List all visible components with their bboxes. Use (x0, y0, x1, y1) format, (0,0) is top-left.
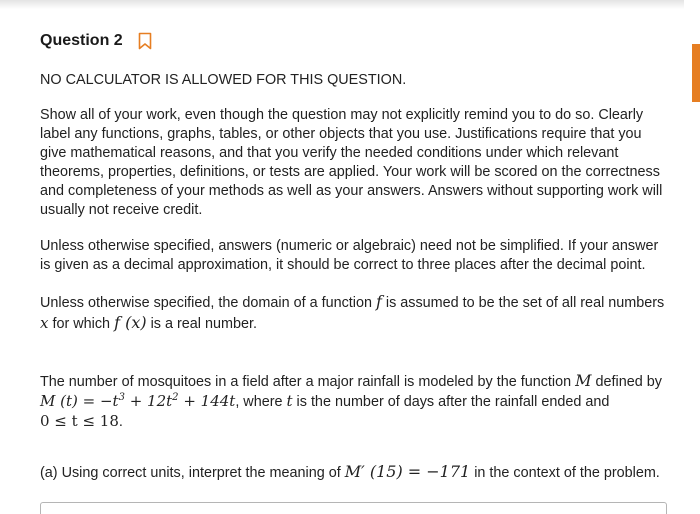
part-a-text-2: in the context of the problem. (474, 465, 660, 481)
bookmark-icon[interactable] (137, 32, 153, 50)
problem-text-5: . (118, 414, 123, 430)
part-a-prompt (40, 462, 670, 483)
domain-text-4: is a real number. (150, 316, 257, 332)
model-formula (40, 392, 235, 410)
domain-f: f (375, 292, 382, 311)
part-a-text-1: (a) Using correct units, interpret the meaning of (40, 465, 341, 481)
formula-exponent-2: 2 (172, 392, 179, 403)
work-instructions: Show all of your work, even though the question may not explicitly remind you to do so. Clearly label any functions, graphs, tables, or other objects that you use. Justifications require that you give mathematical reasons, and that you verify the needed conditions under which relevant theorems, properties, definitions, or tests are applied. Your work will be scored on the correctness and completeness of your methods as well as your answers. Answers without supporting work will usually not receive credit. (40, 107, 663, 218)
domain-text-1: Unless otherwise specified, the domain of a function (40, 295, 372, 311)
question-content (40, 28, 670, 483)
no-calculator-notice: NO CALCULATOR IS ALLOWED FOR THIS QUESTION. (40, 72, 407, 88)
formula-end: + 144t (178, 392, 236, 410)
formula-lhs: M (t) = −t (40, 392, 119, 410)
problem-text-3: , where (235, 394, 283, 410)
problem-text-4: is the number of days after the rainfall ended and (296, 394, 610, 410)
problem-text-1: The number of mosquitoes in a field after a major rainfall is modeled by the function (40, 374, 572, 390)
domain-text-2: is assumed to be the set of all real numbers (385, 295, 665, 311)
formula-middle: + 12t (124, 392, 173, 410)
question-header (40, 28, 670, 54)
domain-fx: f (x) (114, 313, 147, 332)
problem-text-2: defined by (595, 374, 662, 390)
formula-exponent-3: 3 (118, 392, 125, 403)
problem-function-M: M (575, 371, 592, 390)
side-accent-tab[interactable] (692, 44, 700, 102)
domain-text-3: for which (52, 316, 111, 332)
answer-input-box[interactable] (40, 502, 667, 514)
problem-statement (40, 371, 670, 432)
top-shadow (0, 0, 684, 9)
simplification-note: Unless otherwise specified, answers (numeric or algebraic) need not be simplified. If your answer is given as a decimal approximation, it should be correct to three places after the decimal point. (40, 238, 659, 273)
time-range: 0 ≤ t ≤ 18 (40, 412, 119, 430)
problem-variable-t: t (286, 392, 293, 410)
domain-note (40, 292, 670, 334)
question-title: Question 2 (40, 32, 123, 49)
part-a-expression: M′ (15) = −171 (344, 462, 471, 481)
domain-x: x (40, 314, 49, 332)
